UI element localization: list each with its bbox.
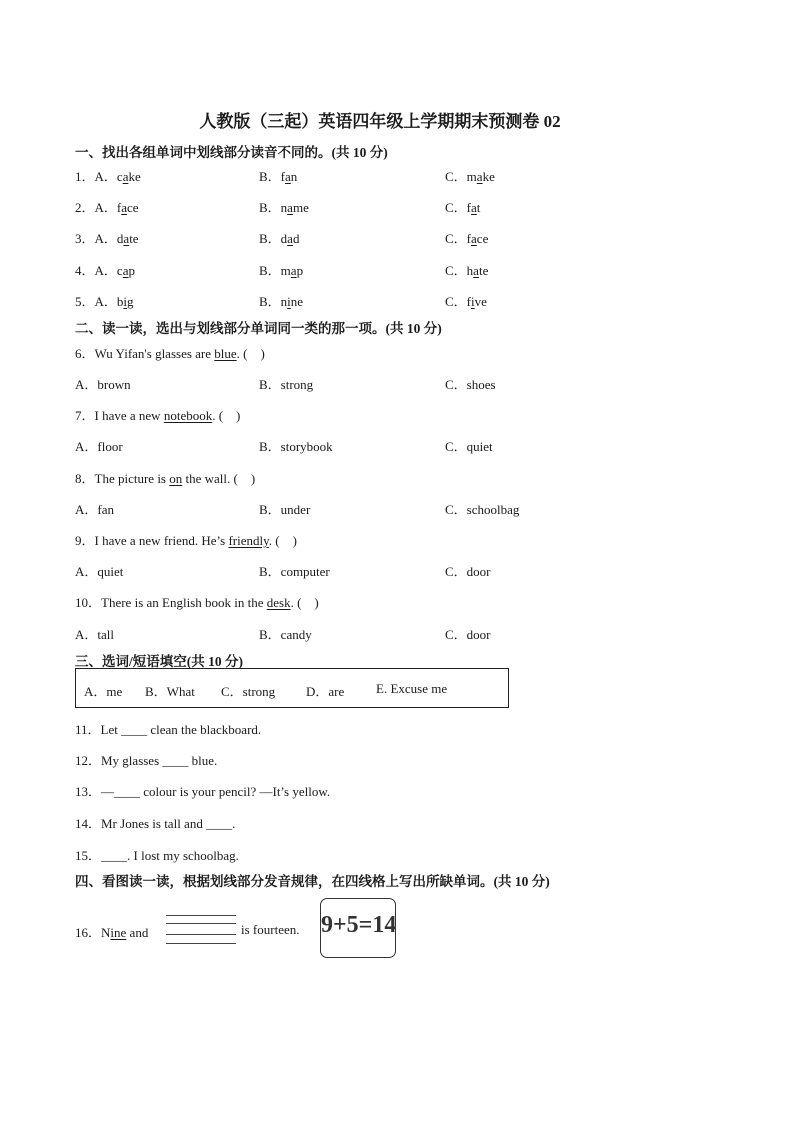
underlined-letters: ine bbox=[110, 925, 127, 940]
word-option: E. Excuse me bbox=[376, 681, 448, 696]
option-c[interactable]: C．quiet bbox=[445, 439, 493, 454]
option-c: C．five bbox=[445, 294, 487, 309]
option-b: B．dad bbox=[259, 231, 300, 246]
four-line-grid[interactable] bbox=[166, 915, 236, 945]
question-11: 11．Let ____ clean the blackboard. bbox=[75, 722, 262, 737]
option-b[interactable]: B．computer bbox=[259, 564, 330, 579]
word-option: A．me bbox=[84, 684, 123, 699]
option-c[interactable]: C．door bbox=[445, 627, 491, 642]
math-picture-text: 9+5=14 bbox=[321, 912, 397, 938]
option-b[interactable]: B．candy bbox=[259, 627, 312, 642]
question-16: 16．Nine and bbox=[75, 925, 149, 940]
word-option: D．are bbox=[306, 684, 345, 699]
page-title: 人教版（三起）英语四年级上学期期末预测卷 02 bbox=[199, 112, 561, 131]
option-a: 2．A．face bbox=[75, 200, 139, 215]
option-c[interactable]: C．schoolbag bbox=[445, 502, 520, 517]
section-4-heading: 四、看图读一读，根据划线部分发音规律，在四线格上写出所缺单词。(共 10 分) bbox=[75, 874, 550, 889]
option-b: B．fan bbox=[259, 169, 298, 184]
option-c: C．face bbox=[445, 231, 489, 246]
option-b[interactable]: B．under bbox=[259, 502, 311, 517]
section-1-heading: 一、找出各组单词中划线部分读音不同的。(共 10 分) bbox=[75, 145, 388, 160]
option-b: B．nine bbox=[259, 294, 304, 309]
option-a: 5．A．big bbox=[75, 294, 134, 309]
option-a[interactable]: A．tall bbox=[75, 627, 114, 642]
word-option: C．strong bbox=[221, 684, 276, 699]
math-picture bbox=[320, 898, 396, 958]
question-16-tail: is fourteen. bbox=[241, 922, 300, 937]
option-a: 1．A．cake bbox=[75, 169, 141, 184]
option-a[interactable]: A．quiet bbox=[75, 564, 124, 579]
option-c[interactable]: C．shoes bbox=[445, 377, 496, 392]
option-c: C．hate bbox=[445, 263, 489, 278]
question-6: 6．Wu Yifan's glasses are blue. ( ) bbox=[75, 346, 265, 361]
word-bank-box bbox=[75, 668, 509, 708]
question-15: 15．____. I lost my schoolbag. bbox=[75, 848, 239, 863]
question-9: 9．I have a new friend. He’s friendly. ( ) bbox=[75, 533, 297, 548]
option-a[interactable]: A．floor bbox=[75, 439, 123, 454]
option-a[interactable]: A．fan bbox=[75, 502, 114, 517]
option-a[interactable]: A．brown bbox=[75, 377, 131, 392]
option-b: B．map bbox=[259, 263, 304, 278]
question-8: 8．The picture is on the wall. ( ) bbox=[75, 471, 256, 486]
question-14: 14．Mr Jones is tall and ____. bbox=[75, 816, 236, 831]
question-7: 7．I have a new notebook. ( ) bbox=[75, 408, 241, 423]
option-c: C．fat bbox=[445, 200, 481, 215]
option-b[interactable]: B．strong bbox=[259, 377, 314, 392]
option-b: B．name bbox=[259, 200, 309, 215]
question-number: 16． bbox=[75, 925, 102, 940]
section-2-heading: 二、读一读，选出与划线部分单词同一类的那一项。(共 10 分) bbox=[75, 321, 442, 336]
section-3-heading: 三、选词/短语填空(共 10 分) bbox=[75, 654, 243, 669]
option-b[interactable]: B．storybook bbox=[259, 439, 333, 454]
word-option: B．What bbox=[145, 684, 195, 699]
question-12: 12．My glasses ____ blue. bbox=[75, 753, 218, 768]
option-c: C．make bbox=[445, 169, 495, 184]
option-a: 4．A．cap bbox=[75, 263, 135, 278]
question-10: 10．There is an English book in the desk. ( ) bbox=[75, 595, 319, 610]
option-c[interactable]: C．door bbox=[445, 564, 491, 579]
question-13: 13．—____ colour is your pencil? —It’s yellow. bbox=[75, 784, 331, 799]
option-a: 3．A．date bbox=[75, 231, 139, 246]
